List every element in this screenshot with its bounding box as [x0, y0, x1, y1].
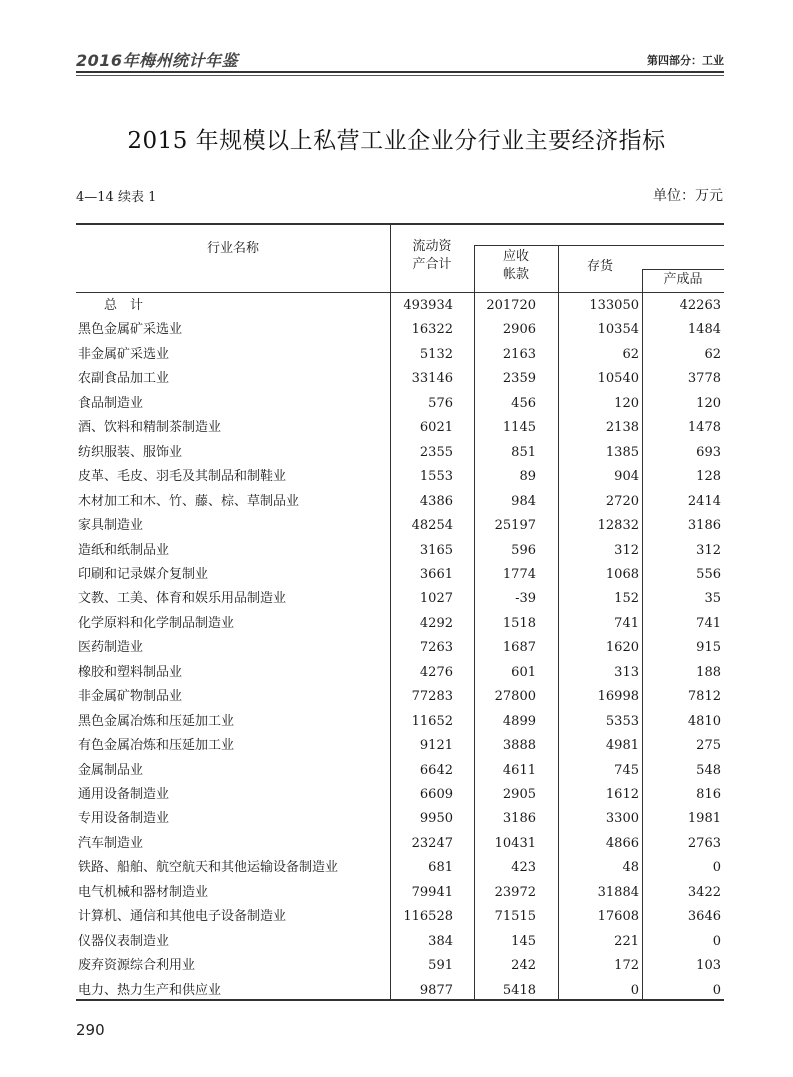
receivables-cell: 596 — [511, 542, 536, 558]
running-header — [76, 48, 724, 70]
inventory-cell: 221 — [614, 933, 639, 949]
finished-goods-cell: 1981 — [687, 811, 721, 827]
inventory-cell: 120 — [614, 395, 639, 411]
table-row — [76, 318, 724, 342]
table-row — [76, 441, 724, 465]
inventory-cell: 741 — [614, 615, 639, 631]
finished-goods-cell: 3186 — [687, 518, 721, 534]
table-top-rule — [76, 223, 724, 225]
inventory-cell: 12832 — [597, 518, 639, 534]
industry-name-cell: 医药制造业 — [78, 640, 144, 656]
finished-goods-cell: 42263 — [679, 298, 721, 313]
current-assets-cell: 23247 — [411, 835, 453, 851]
inventory-cell: 312 — [614, 542, 639, 558]
finished-goods-cell: 0 — [712, 933, 721, 949]
finished-goods-cell: 1478 — [687, 420, 721, 436]
industry-name-cell: 汽车制造业 — [78, 835, 144, 851]
yearbook-name: 2016年梅州统计年鉴 — [76, 51, 239, 70]
current-assets-cell: 4276 — [419, 664, 453, 680]
unit-label: 单位：万元 — [653, 188, 723, 204]
page-title: 2015 年规模以上私营工业企业分行业主要经济指标 — [127, 128, 666, 154]
receivables-cell: 601 — [511, 664, 536, 680]
table-row — [76, 612, 724, 636]
inventory-cell: 10540 — [597, 371, 639, 387]
receivables-cell: 984 — [511, 493, 536, 509]
receivables-cell: 10431 — [494, 835, 536, 851]
current-assets-cell: 591 — [428, 958, 453, 974]
table-row — [76, 587, 724, 611]
finished-goods-cell: 188 — [696, 664, 721, 680]
current-assets-cell: 9121 — [419, 738, 453, 754]
table-row — [76, 832, 724, 856]
receivables-cell: 242 — [511, 958, 536, 974]
inventory-cell: 31884 — [597, 884, 639, 900]
inventory-cell: 17608 — [597, 909, 639, 925]
industry-name-cell: 非金属矿采选业 — [78, 346, 170, 362]
industry-name-cell: 文教、工美、体育和娱乐用品制造业 — [78, 591, 287, 607]
current-assets-cell: 3165 — [419, 542, 453, 558]
current-assets-cell: 384 — [428, 933, 453, 949]
current-assets-cell: 116528 — [403, 909, 453, 925]
receivables-cell: 3186 — [502, 811, 536, 827]
industry-name-cell: 酒、饮料和精制茶制造业 — [78, 420, 222, 436]
current-assets-cell: 681 — [428, 860, 453, 876]
inventory-cell: 4866 — [605, 835, 639, 851]
industry-name-cell: 电气机械和器材制造业 — [78, 884, 209, 900]
current-assets-cell: 48254 — [411, 518, 453, 534]
receivables-cell: 2905 — [502, 787, 536, 802]
table-row — [76, 856, 724, 880]
current-assets-cell: 79941 — [411, 884, 453, 900]
header-industry-name: 行业名称 — [206, 241, 259, 256]
table-row — [76, 514, 724, 538]
current-assets-cell: 33146 — [411, 371, 453, 387]
industry-name-cell: 有色金属冶炼和压延加工业 — [78, 738, 235, 754]
table-row — [76, 954, 724, 978]
current-assets-cell: 9877 — [419, 982, 453, 998]
inventory-cell: 1612 — [605, 787, 639, 802]
header-finished-goods: 产成品 — [663, 272, 703, 287]
table-row — [76, 881, 724, 905]
inventory-cell: 62 — [622, 346, 639, 362]
receivables-cell: 4899 — [502, 713, 536, 729]
table-row — [76, 661, 724, 685]
header-bottom-rule — [76, 292, 724, 293]
receivables-cell: 1518 — [502, 615, 536, 631]
current-assets-cell: 6642 — [419, 762, 453, 778]
data-table — [76, 223, 724, 1001]
table-row — [76, 416, 724, 440]
finished-goods-cell: 62 — [704, 346, 721, 362]
table-row — [76, 734, 724, 758]
industry-name-cell: 计算机、通信和其他电子设备制造业 — [78, 909, 287, 925]
receivables-cell: 1687 — [502, 640, 536, 656]
current-assets-cell: 9950 — [419, 811, 453, 827]
industry-name-cell: 印刷和记录媒介复制业 — [78, 566, 209, 582]
inventory-cell: 5353 — [605, 713, 639, 729]
header-rule-inventory — [642, 269, 724, 270]
industry-name-cell: 造纸和纸制品业 — [78, 542, 170, 558]
receivables-cell: 1774 — [502, 566, 536, 582]
current-assets-cell: 7263 — [419, 640, 453, 656]
industry-name-cell: 金属制品业 — [78, 762, 144, 778]
header-rule-thin — [76, 75, 724, 76]
finished-goods-cell: 548 — [696, 762, 721, 778]
table-row — [76, 539, 724, 563]
receivables-cell: 27800 — [494, 689, 536, 705]
current-assets-cell: 1553 — [419, 469, 453, 485]
current-assets-cell: 6021 — [419, 420, 453, 436]
receivables-cell: 71515 — [494, 909, 536, 925]
table-row — [76, 685, 724, 709]
current-assets-cell: 16322 — [411, 322, 453, 338]
table-row — [76, 343, 724, 367]
receivables-cell: -39 — [515, 591, 536, 607]
industry-name-cell: 皮革、毛皮、羽毛及其制品和制鞋业 — [78, 469, 287, 485]
inventory-cell: 172 — [614, 958, 639, 974]
industry-name-cell: 家具制造业 — [78, 518, 144, 534]
current-assets-cell: 493934 — [403, 298, 453, 313]
current-assets-cell: 6609 — [419, 787, 453, 802]
industry-name-cell: 黑色金属矿采选业 — [78, 322, 183, 338]
industry-name-cell: 电力、热力生产和供应业 — [78, 982, 222, 998]
inventory-cell: 1385 — [605, 444, 639, 460]
current-assets-cell: 11652 — [411, 713, 453, 729]
finished-goods-cell: 103 — [696, 958, 721, 974]
header-receivables: 应收 帐款 — [502, 249, 529, 282]
finished-goods-cell: 741 — [696, 615, 721, 631]
industry-name-cell: 铁路、船舶、航空航天和其他运输设备制造业 — [78, 860, 339, 876]
industry-name-cell: 化学原料和化学制品制造业 — [78, 615, 235, 631]
inventory-cell: 2720 — [605, 493, 639, 509]
finished-goods-cell: 7812 — [687, 689, 721, 705]
receivables-cell: 201720 — [486, 298, 536, 313]
inventory-cell: 3300 — [605, 811, 639, 827]
table-row — [76, 905, 724, 929]
industry-name-cell: 仪器仪表制造业 — [78, 933, 170, 949]
industry-name-cell: 纺织服装、服饰业 — [78, 444, 183, 460]
finished-goods-cell: 128 — [696, 469, 721, 485]
finished-goods-cell: 915 — [696, 640, 721, 656]
header-current-assets: 流动资 产合计 — [412, 239, 452, 272]
inventory-cell: 133050 — [589, 298, 639, 313]
page-number: 290 — [76, 1021, 105, 1039]
header-rule — [76, 71, 724, 73]
inventory-cell: 16998 — [597, 689, 639, 705]
finished-goods-cell: 3646 — [687, 909, 721, 925]
inventory-cell: 745 — [614, 762, 639, 778]
industry-name-cell: 橡胶和塑料制品业 — [78, 664, 183, 680]
industry-name-cell: 黑色金属冶炼和压延加工业 — [78, 713, 235, 729]
inventory-cell: 1620 — [605, 640, 639, 656]
industry-name-cell: 总 计 — [104, 298, 144, 313]
industry-name-cell: 通用设备制造业 — [78, 787, 170, 802]
finished-goods-cell: 1484 — [687, 322, 721, 338]
inventory-cell: 4981 — [605, 738, 639, 754]
finished-goods-cell: 4810 — [687, 713, 721, 729]
current-assets-cell: 3661 — [419, 566, 453, 582]
receivables-cell: 456 — [511, 395, 536, 411]
table-row — [76, 710, 724, 734]
finished-goods-cell: 556 — [696, 566, 721, 582]
industry-name-cell: 专用设备制造业 — [78, 811, 170, 827]
current-assets-cell: 2355 — [419, 444, 453, 460]
receivables-cell: 25197 — [494, 518, 536, 534]
current-assets-cell: 1027 — [419, 591, 453, 607]
current-assets-cell: 4386 — [419, 493, 453, 509]
table-row — [76, 465, 724, 489]
industry-name-cell: 废弃资源综合利用业 — [78, 958, 196, 974]
finished-goods-cell: 816 — [696, 787, 721, 802]
industry-name-cell: 农副食品加工业 — [78, 371, 170, 387]
receivables-cell: 89 — [519, 469, 536, 485]
inventory-cell: 152 — [614, 591, 639, 607]
table-row — [76, 563, 724, 587]
section-label: 第四部分：工业 — [647, 54, 724, 67]
receivables-cell: 2906 — [502, 322, 536, 338]
inventory-cell: 1068 — [605, 566, 639, 582]
table-row — [76, 636, 724, 660]
table-row — [76, 392, 724, 416]
table-row — [76, 930, 724, 954]
industry-name-cell: 非金属矿物制品业 — [78, 689, 183, 705]
table-row-total — [76, 294, 724, 318]
inventory-cell: 313 — [614, 664, 639, 680]
receivables-cell: 5418 — [502, 982, 536, 998]
table-number: 4—14 续表 1 — [76, 190, 157, 205]
finished-goods-cell: 2763 — [687, 835, 721, 851]
current-assets-cell: 5132 — [419, 346, 453, 362]
table-row — [76, 807, 724, 831]
finished-goods-cell: 312 — [696, 542, 721, 558]
receivables-cell: 23972 — [494, 884, 536, 900]
finished-goods-cell: 120 — [696, 395, 721, 411]
inventory-cell: 48 — [622, 860, 639, 876]
finished-goods-cell: 3778 — [687, 371, 721, 387]
finished-goods-cell: 693 — [696, 444, 721, 460]
industry-name-cell: 食品制造业 — [78, 395, 144, 411]
receivables-cell: 851 — [511, 444, 536, 460]
inventory-cell: 10354 — [597, 322, 639, 338]
finished-goods-cell: 3422 — [687, 884, 721, 900]
receivables-cell: 2359 — [502, 371, 536, 387]
inventory-cell: 0 — [630, 982, 639, 998]
receivables-cell: 2163 — [502, 346, 536, 362]
header-inventory: 存货 — [586, 259, 613, 274]
finished-goods-cell: 0 — [712, 860, 721, 876]
header-rule-receivables — [474, 245, 724, 246]
finished-goods-cell: 275 — [696, 738, 721, 754]
receivables-cell: 423 — [511, 860, 536, 876]
receivables-cell: 3888 — [502, 738, 536, 754]
receivables-cell: 4611 — [502, 762, 536, 778]
table-row — [76, 759, 724, 783]
finished-goods-cell: 35 — [704, 591, 721, 607]
receivables-cell: 1145 — [502, 420, 536, 436]
table-row — [76, 490, 724, 514]
table-row — [76, 783, 724, 807]
table-row — [76, 979, 724, 1003]
current-assets-cell: 77283 — [411, 689, 453, 705]
inventory-cell: 2138 — [605, 420, 639, 436]
finished-goods-cell: 2414 — [687, 493, 721, 509]
receivables-cell: 145 — [511, 933, 536, 949]
table-row — [76, 367, 724, 391]
inventory-cell: 904 — [614, 469, 639, 485]
current-assets-cell: 576 — [428, 395, 453, 411]
current-assets-cell: 4292 — [419, 615, 453, 631]
finished-goods-cell: 0 — [712, 982, 721, 998]
industry-name-cell: 木材加工和木、竹、藤、棕、草制品业 — [78, 493, 300, 509]
